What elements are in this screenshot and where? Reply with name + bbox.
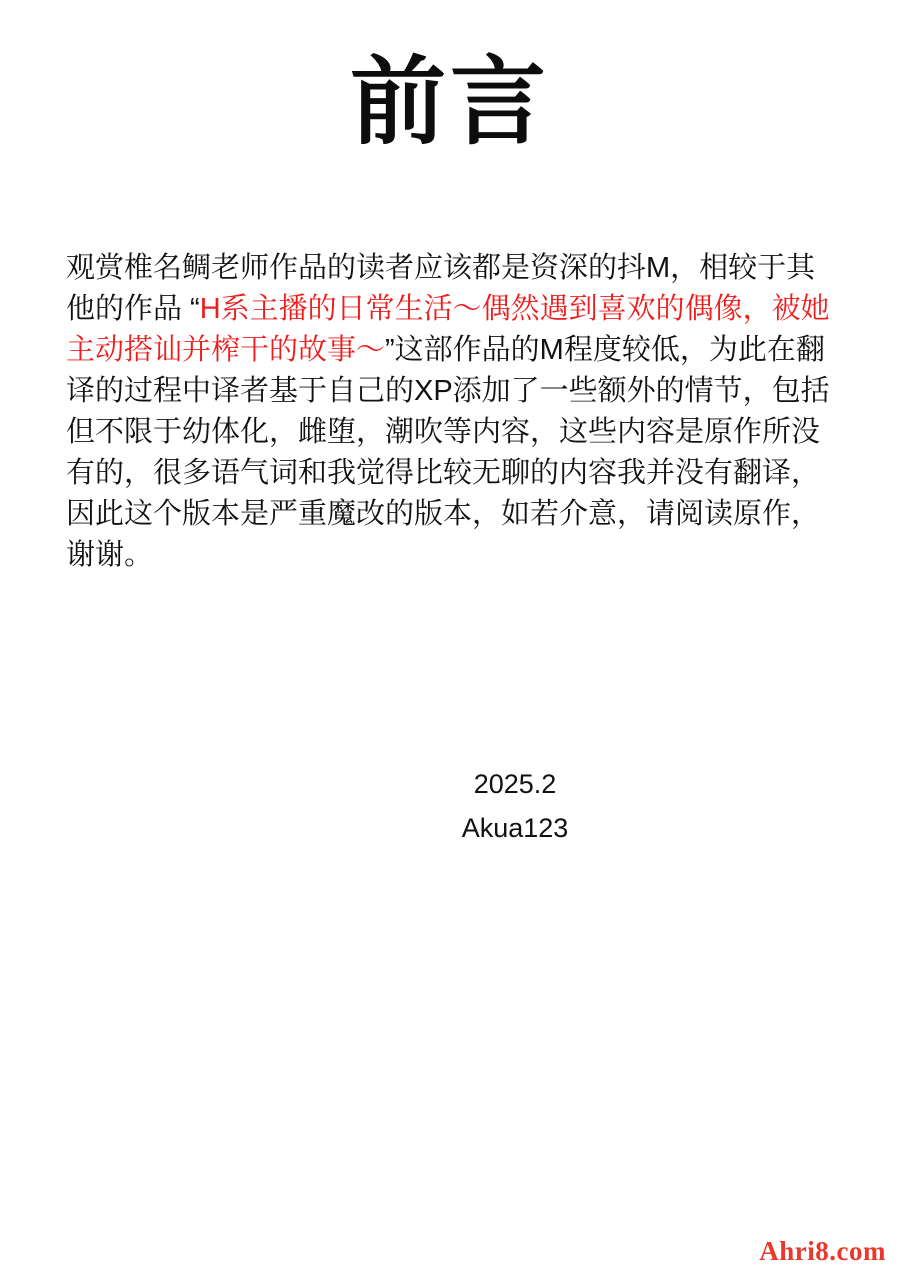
signature-date: 2025.2 — [473, 769, 557, 799]
paragraph-part-two: ”这部作品的M程度较低，为此在翻译的过程中译者基于自己的XP添加了一些额外的情节，包括但不限于幼体化，雌堕，潮吹等内容，这些内容是原作所没有的，很多语气词和我觉得比较无聊的内容我并没有翻译，因此这个版本是严重魔改的版本，如若介意，请阅读原作，谢谢。 — [66, 334, 830, 571]
signature-block — [0, 762, 900, 850]
paragraph-part-one: 观赏椎名鲷老师作品的读者应该都是资深的抖M，相较于其他的作品 “ — [66, 252, 816, 325]
preface-paragraph — [66, 248, 842, 576]
paragraph-highlight-title: H系主播的日常生活～偶然遇到喜欢的偶像，被她主动搭讪并榨干的故事～ — [66, 293, 830, 366]
page-title: 前言 — [350, 49, 550, 156]
signature-name: Akua123 — [461, 813, 569, 843]
site-watermark: Ahri8.com — [759, 1236, 886, 1266]
